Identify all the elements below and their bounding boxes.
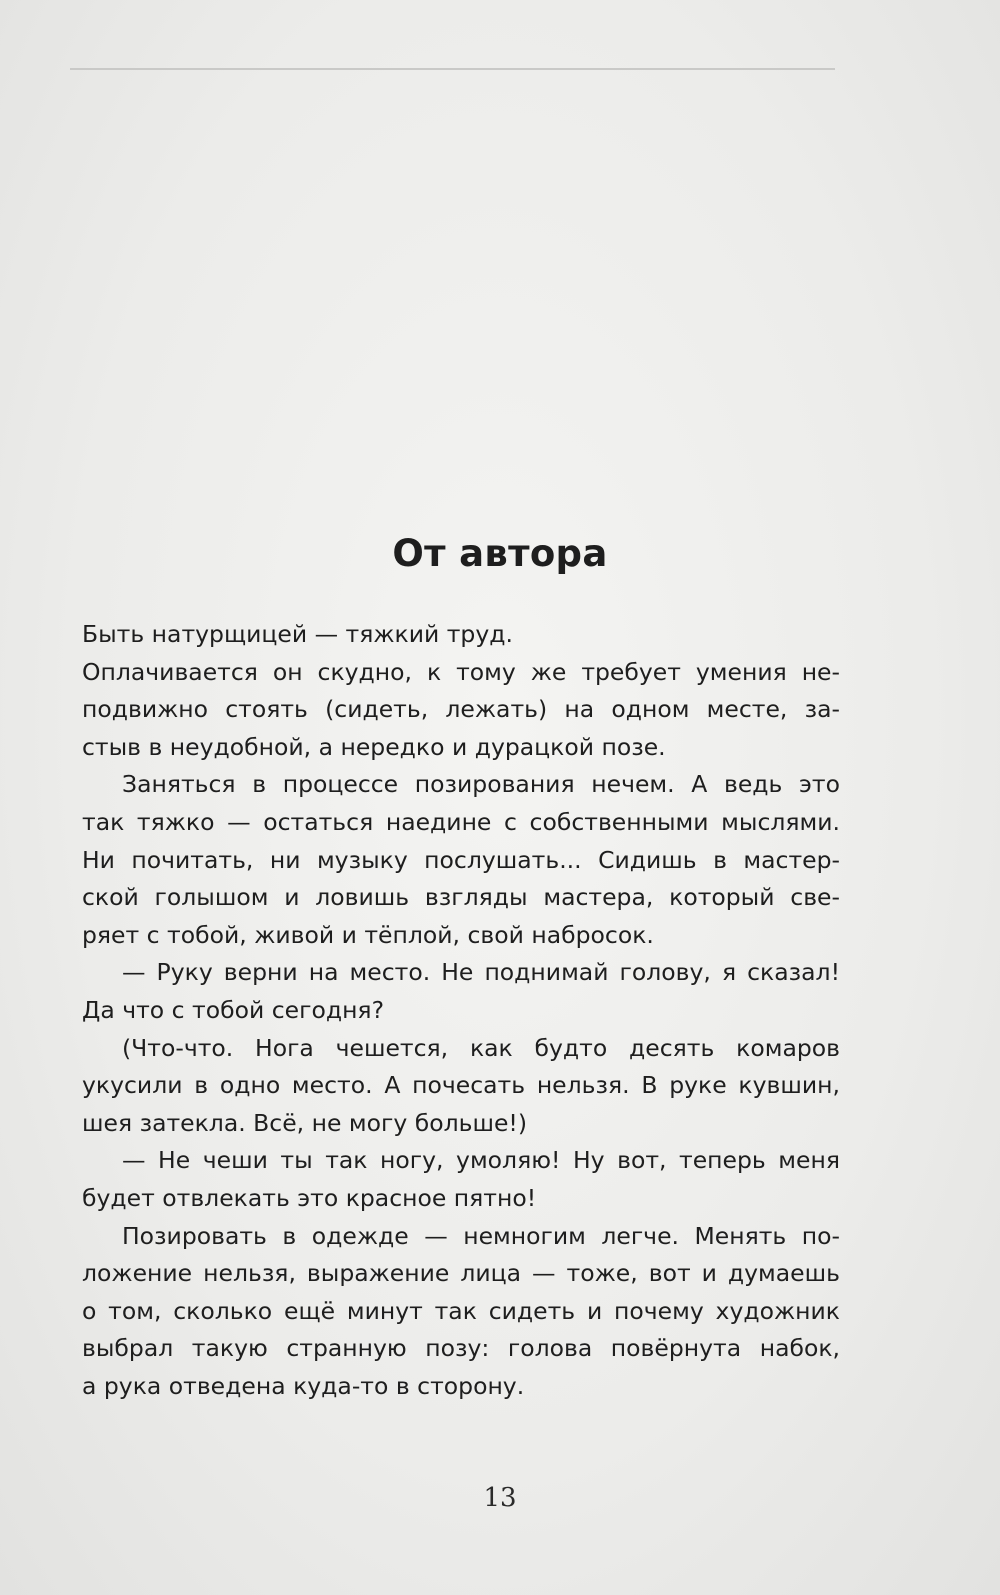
text-line: Заняться в процессе позирования нечем. А ведь это [122, 770, 840, 799]
text-line: Позировать в одежде — немногим легче. Менять по- [122, 1221, 840, 1250]
text-line: Да что с тобой сегодня? [82, 995, 385, 1024]
text-line: — Не чеши ты так ногу, умоляю! Ну вот, теперь меня [122, 1146, 840, 1175]
text-line: выбрал такую странную позу: голова повёрнута набок, [82, 1334, 840, 1363]
text-line: укусили в одно место. А почесать нельзя. В руке кувшин, [82, 1071, 840, 1100]
text-line: стыв в неудобной, а нередко и дурацкой позе. [82, 732, 666, 761]
text-line: ской голышом и ловишь взгляды мастера, который све- [82, 883, 840, 912]
text-line: ряет с тобой, живой и тёплой, свой набросок. [82, 920, 654, 949]
text-line: — Руку верни на место. Не поднимай голову, я сказал! [122, 958, 840, 987]
text-line: о том, сколько ещё минут так сидеть и почему художник [82, 1296, 840, 1325]
body-text [82, 616, 840, 1405]
text-line: а рука отведена куда-то в сторону. [82, 1371, 525, 1400]
text-line: так тяжко — остаться наедине с собственными мыслями. [82, 807, 840, 836]
running-header-rule [70, 68, 835, 70]
text-line: Оплачивается он скудно, к тому же требует умения не- [82, 657, 840, 686]
text-line: подвижно стоять (сидеть, лежать) на одном месте, за- [82, 695, 840, 724]
text-line: Ни почитать, ни музыку послушать... Сидишь в мастер- [82, 845, 840, 874]
text-line: шея затекла. Всё, не могу больше!) [82, 1108, 528, 1137]
chapter-heading: От автора [392, 532, 608, 575]
text-line: (Что-что. Нога чешется, как будто десять комаров [122, 1033, 840, 1062]
text-line: Быть натурщицей — тяжкий труд. [82, 620, 513, 648]
page-number: 13 [483, 1483, 517, 1513]
text-line: ложение нельзя, выражение лица — тоже, вот и думаешь [82, 1259, 840, 1288]
text-line: будет отвлекать это красное пятно! [82, 1183, 537, 1212]
